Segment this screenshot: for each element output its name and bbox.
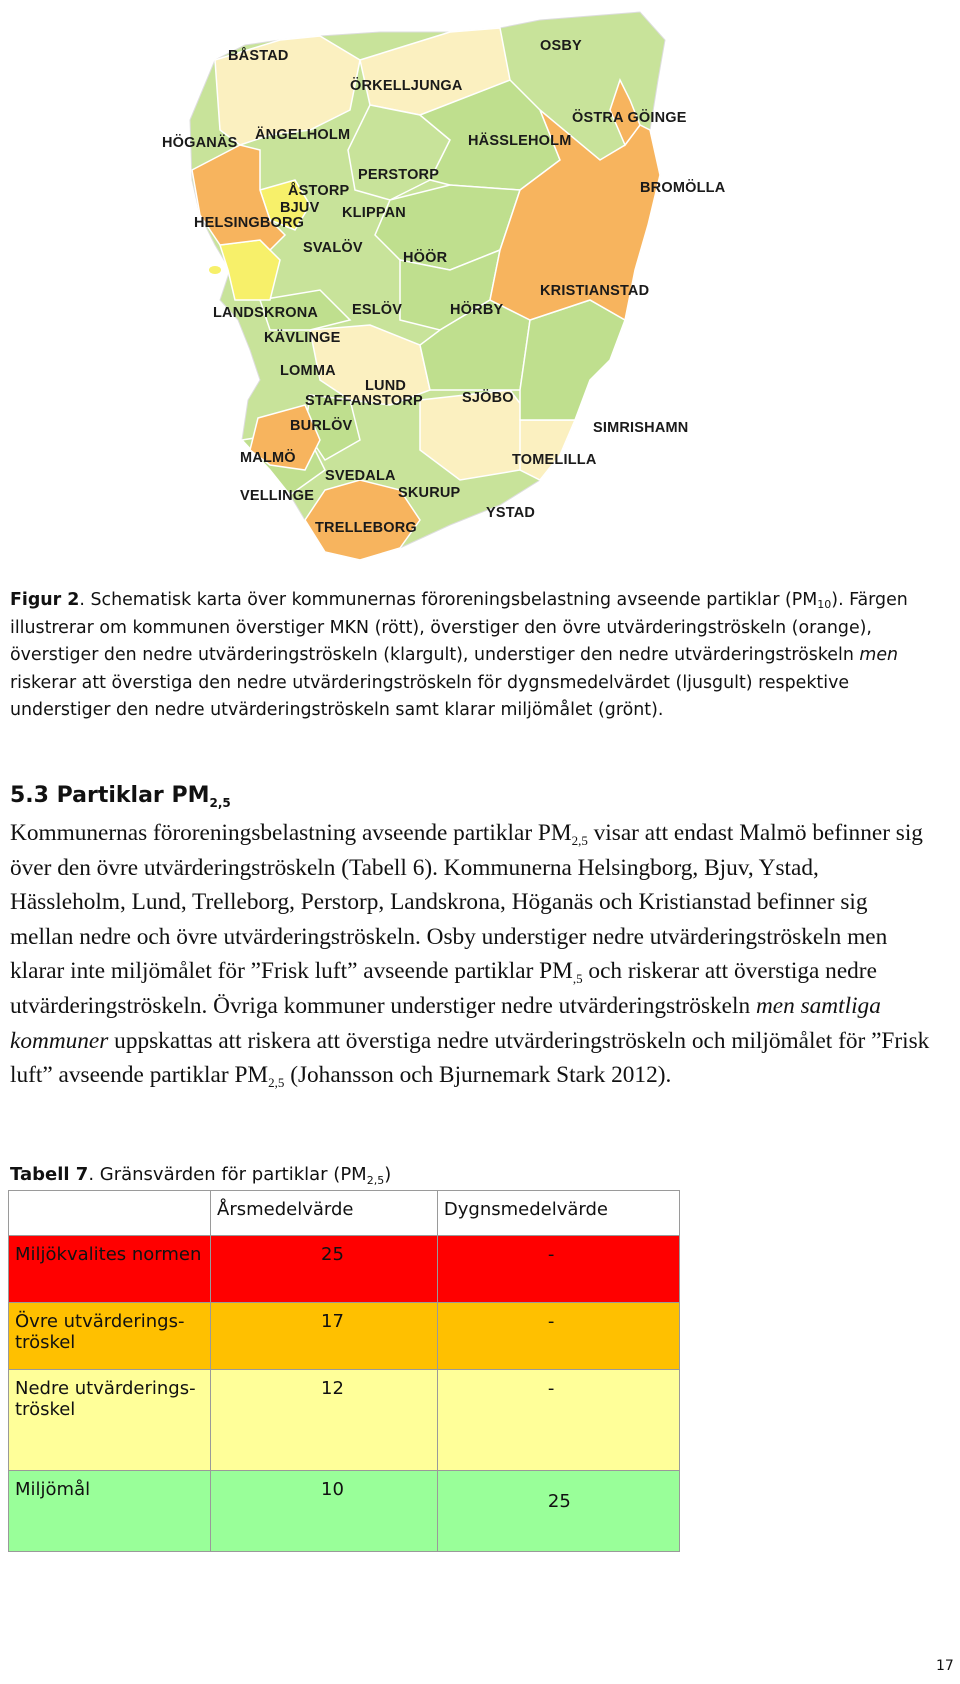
annual-value: 10: [211, 1471, 438, 1552]
paragraph-italic: men samtliga kommuner: [10, 992, 881, 1054]
table-header-empty: [9, 1191, 211, 1236]
map-label-osby: OSBY: [540, 38, 582, 54]
map-label-ystad: YSTAD: [486, 505, 536, 521]
row-label: Miljömål: [9, 1471, 211, 1552]
caption-text-1: . Schematisk karta över kommunernas föroreningsbelastning avseende partiklar (PM: [79, 590, 818, 610]
table-row: [9, 1370, 680, 1471]
section-heading: [10, 783, 231, 808]
page-number: 17: [936, 1658, 954, 1674]
map-label-burlov: BURLÖV: [290, 418, 353, 434]
annual-value: 25: [211, 1236, 438, 1303]
table-row: [9, 1236, 680, 1303]
map-label-lomma: LOMMA: [280, 363, 336, 379]
caption-text-2: ). Färgen illustrerar om kommunen överstiger MKN (rött), överstiger den övre utvärderingströskeln (orange), överstiger den nedre utvärderingströskeln (klargult), understiger den nedre utvärderingströskeln: [10, 590, 908, 665]
map-label-trelleborg: TRELLEBORG: [315, 520, 417, 536]
figure-caption: [10, 587, 930, 725]
map-label-tomelilla: TOMELILLA: [512, 452, 597, 468]
section-heading-sub: 2,5: [209, 796, 231, 810]
map-label-kavlinge: KÄVLINGE: [264, 330, 341, 346]
map-label-hoor: HÖÖR: [403, 250, 448, 266]
paragraph-sub-2: ,5: [572, 971, 583, 987]
paragraph-part-5: (Johansson och Bjurnemark Stark 2012).: [284, 1062, 672, 1089]
map-label-bjuv: BJUV: [280, 200, 320, 216]
map-label-horby: HÖRBY: [450, 302, 504, 318]
paragraph-part-1: Kommunernas föroreningsbelastning avseende partiklar PM: [10, 820, 572, 846]
table-row: [9, 1303, 680, 1370]
paragraph-part-4: uppskattas att riskera att överstiga nedre utvärderingströskeln och miljömålet för ”Frisk luft” avseende partiklar PM: [10, 1027, 930, 1089]
row-label: Nedre utvärderings-tröskel: [9, 1370, 211, 1471]
municipality-map: [120, 0, 820, 575]
map-label-svedala: SVEDALA: [325, 468, 396, 484]
daily-value: -: [437, 1370, 679, 1471]
map-label-angelholm: ÄNGELHOLM: [255, 127, 351, 143]
caption-text-3: riskerar att överstiga den nedre utvärderingströskeln för dygnsmedelvärdet (ljusgult) respektive understiger den nedre utvärderingströskeln samt klarar miljömålet (grönt).: [10, 672, 850, 720]
map-label-astorp: ÅSTORP: [288, 183, 350, 199]
paragraph-part-2: visar att endast Malmö befinner sig över den övre utvärderingströskeln (Tabell 6). Kommunerna Helsingborg, Bjuv, Ystad, Hässleholm, Lund, Trelleborg, Perstorp, Landskrona, Höganäs och Kristianstad befinner sig mellan nedre och övre utvärderingströskeln. Osby understiger nedre utvärderingströskeln men klarar inte miljömålet för ”Frisk luft” avseende partiklar PM: [10, 820, 923, 985]
map-label-orkelljunga: ÖRKELLJUNGA: [350, 78, 463, 94]
map-graphic: [120, 0, 820, 575]
limit-values-table: [8, 1190, 680, 1552]
daily-value: -: [437, 1236, 679, 1303]
map-label-bromolla: BROMÖLLA: [640, 180, 726, 196]
map-label-eslov: ESLÖV: [352, 302, 403, 318]
map-label-hoganas: HÖGANÄS: [162, 135, 238, 151]
map-label-svalov: SVALÖV: [303, 240, 363, 256]
map-label-ostra-goinge: ÖSTRA GÖINGE: [572, 110, 687, 126]
section-heading-text: 5.3 Partiklar PM: [10, 783, 210, 808]
table-caption: [10, 1164, 391, 1185]
annual-value: 12: [211, 1370, 438, 1471]
table-header-daily: Dygnsmedelvärde: [437, 1191, 679, 1236]
table-row: [9, 1471, 680, 1552]
map-label-helsingborg: HELSINGBORG: [194, 215, 305, 231]
map-label-perstorp: PERSTORP: [358, 167, 440, 183]
table-caption-sub: 2,5: [366, 1174, 385, 1187]
caption-sub: 10: [817, 598, 832, 611]
section-paragraph: [10, 816, 930, 1093]
map-label-simrishamn: SIMRISHAMN: [593, 420, 689, 436]
map-label-landskrona: LANDSKRONA: [213, 305, 319, 321]
map-label-skurup: SKURUP: [398, 485, 461, 501]
map-label-lund: LUND: [365, 378, 407, 394]
caption-italic: men: [859, 645, 899, 665]
map-label-bastad: BÅSTAD: [228, 48, 289, 64]
map-label-hassleholm: HÄSSLEHOLM: [468, 133, 572, 149]
table-label: Tabell 7: [10, 1164, 89, 1185]
annual-value: 17: [211, 1303, 438, 1370]
paragraph-sub-3: 2,5: [268, 1075, 285, 1091]
figure-label: Figur 2: [10, 590, 80, 610]
paragraph-sub-1: 2,5: [571, 833, 588, 848]
table-header-annual: Årsmedelvärde: [211, 1191, 438, 1236]
map-label-staffanstorp: STAFFANSTORP: [305, 393, 423, 409]
map-label-malmo: MALMÖ: [240, 450, 296, 466]
row-label: Miljökvalites normen: [9, 1236, 211, 1303]
map-label-klippan: KLIPPAN: [342, 205, 406, 221]
map-label-sjobo: SJÖBO: [462, 390, 514, 406]
table-caption-end: ): [384, 1164, 392, 1185]
map-label-kristianstad: KRISTIANSTAD: [540, 283, 650, 299]
daily-value: 25: [437, 1471, 679, 1552]
paragraph-part-3: och riskerar att överstiga nedre utvärderingströskeln. Övriga kommuner understiger nedre utvärderingströskeln: [10, 958, 877, 1019]
map-label-vellinge: VELLINGE: [240, 488, 315, 504]
row-label: Övre utvärderings-tröskel: [9, 1303, 211, 1370]
table-caption-text: . Gränsvärden för partiklar (PM: [88, 1164, 367, 1185]
table-header-row: [9, 1191, 680, 1236]
daily-value: -: [437, 1303, 679, 1370]
